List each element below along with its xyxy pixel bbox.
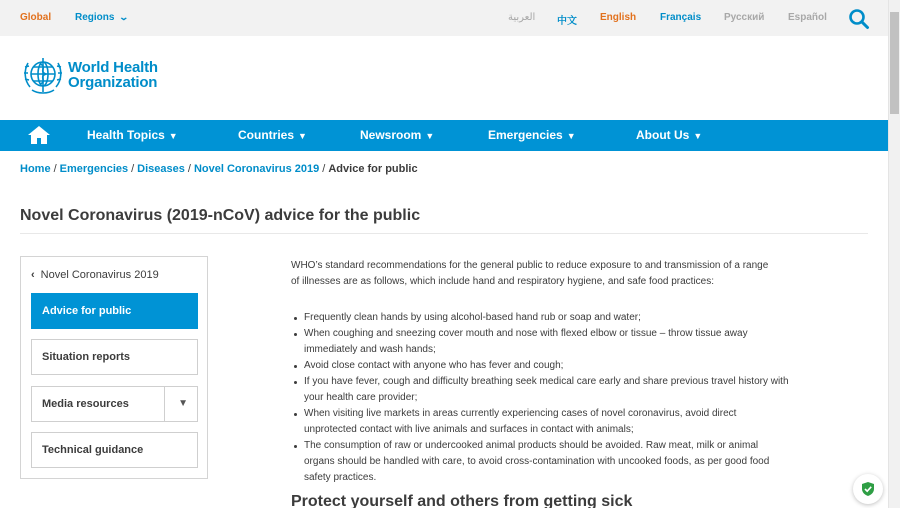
main-navigation — [0, 120, 888, 151]
sidebar-heading: Novel Coronavirus 2019 — [40, 269, 159, 281]
language-spanish[interactable]: Español — [788, 12, 827, 23]
sidebar-item-situation-reports[interactable] — [31, 339, 198, 375]
sidebar-item-label: Technical guidance — [42, 444, 144, 456]
nav-newsroom[interactable] — [360, 128, 434, 142]
list-item — [291, 358, 821, 374]
regions-dropdown[interactable] — [75, 12, 128, 23]
global-link[interactable]: Global — [20, 12, 52, 23]
section-sidebar — [20, 256, 208, 479]
language-french[interactable]: Français — [660, 12, 702, 23]
breadcrumb-separator: / — [53, 163, 57, 175]
logo-line-1: World Health — [68, 59, 158, 76]
list-item — [291, 406, 821, 438]
scrollbar-thumb[interactable] — [890, 12, 899, 114]
language-chinese[interactable]: 中文 — [557, 16, 577, 27]
page-title: Novel Coronavirus (2019-nCoV) advice for the public — [20, 207, 421, 224]
list-item-line: If you have fever, cough and difficulty breathing seek medical care early and share previous travel history with — [304, 376, 789, 387]
intro-line: of illnesses are as follows, which include hand and respiratory hygiene, and safe food practices: — [291, 276, 715, 287]
language-english[interactable]: English — [600, 12, 637, 23]
list-item — [291, 374, 821, 406]
chevron-down-icon: ▼ — [168, 131, 178, 141]
chevron-down-icon: ▼ — [566, 131, 576, 141]
list-item — [291, 310, 821, 326]
list-item-line: unprotected contact with live animals and surfaces in contact with animals; — [304, 424, 634, 435]
nav-health-topics[interactable] — [87, 128, 178, 142]
nav-countries[interactable] — [238, 128, 307, 142]
list-item-line: The consumption of raw or undercooked animal products should be avoided. Raw meat, milk or animal — [304, 440, 759, 451]
regions-label: Regions — [75, 12, 115, 23]
breadcrumb-separator: / — [131, 163, 135, 175]
language-arabic[interactable]: العربية — [508, 12, 536, 23]
breadcrumb-diseases[interactable]: Diseases — [137, 163, 185, 175]
chevron-left-icon: ‹ — [31, 269, 35, 281]
dropdown-divider — [164, 387, 165, 421]
sidebar-item-advice-for-public[interactable] — [31, 293, 198, 329]
nav-label: Countries — [238, 128, 295, 142]
intro-paragraph — [291, 258, 821, 290]
list-item — [291, 326, 821, 358]
list-item-line: When visiting live markets in areas currently experiencing cases of novel coronavirus, avoid direct — [304, 408, 737, 419]
list-item-line: immediately and wash hands; — [304, 344, 436, 355]
language-russian[interactable]: Русский — [724, 12, 765, 23]
nav-about-us[interactable] — [636, 128, 702, 142]
sidebar-item-label: Advice for public — [42, 305, 132, 317]
title-divider — [20, 233, 868, 234]
list-item-line: When coughing and sneezing cover mouth and nose with flexed elbow or tissue – throw tissue away — [304, 328, 748, 339]
breadcrumb-separator: / — [187, 163, 191, 175]
sidebar-item-technical-guidance[interactable] — [31, 432, 198, 468]
sidebar-back-link[interactable] — [31, 269, 159, 281]
list-item-line: your health care provider; — [304, 392, 418, 403]
sidebar-item-label: Situation reports — [42, 351, 131, 363]
article-content — [291, 258, 821, 486]
list-item-line: Avoid close contact with anyone who has fever and cough; — [304, 360, 564, 371]
chevron-down-icon: ▼ — [425, 131, 435, 141]
breadcrumb-emergencies[interactable]: Emergencies — [59, 163, 129, 175]
chevron-down-icon: ▼ — [693, 131, 703, 141]
nav-label: Health Topics — [87, 128, 165, 142]
shield-check-icon — [861, 481, 875, 497]
list-item-line: organs should be handled with care, to avoid cross-contamination with uncooked foods, as per good food — [304, 456, 770, 467]
logo-text — [68, 60, 158, 90]
nav-label: Newsroom — [360, 128, 422, 142]
sidebar-item-media-resources[interactable] — [31, 386, 198, 422]
list-item — [291, 438, 821, 486]
sidebar-item-label: Media resources — [42, 398, 129, 410]
breadcrumb-current: Advice for public — [328, 163, 418, 175]
intro-line: WHO’s standard recommendations for the general public to reduce exposure to and transmission of a range — [291, 260, 769, 271]
breadcrumb-separator: / — [322, 163, 326, 175]
who-logo[interactable] — [20, 54, 160, 96]
nav-emergencies[interactable] — [488, 128, 576, 142]
nav-label: Emergencies — [488, 128, 563, 142]
nav-label: About Us — [636, 128, 690, 142]
who-emblem-icon — [20, 54, 66, 96]
list-item-line: Frequently clean hands by using alcohol-based hand rub or soap and water; — [304, 312, 641, 323]
list-item-line: safety practices. — [304, 472, 377, 483]
breadcrumb — [20, 163, 418, 175]
logo-line-2: Organization — [68, 74, 158, 91]
chevron-down-icon: ▼ — [298, 131, 307, 141]
top-bar — [0, 0, 888, 36]
section-heading: Protect yourself and others from getting sick — [291, 493, 633, 508]
breadcrumb-home[interactable]: Home — [20, 163, 51, 175]
breadcrumb-novel-coronavirus[interactable]: Novel Coronavirus 2019 — [193, 163, 320, 175]
chevron-down-icon: ⌄ — [118, 12, 130, 22]
chevron-down-icon[interactable]: ▼ — [178, 398, 188, 409]
security-badge[interactable] — [853, 474, 883, 504]
recommendations-list — [291, 310, 821, 486]
home-icon[interactable] — [27, 125, 51, 145]
search-icon[interactable] — [848, 8, 870, 30]
page-scrollbar[interactable] — [888, 0, 900, 508]
